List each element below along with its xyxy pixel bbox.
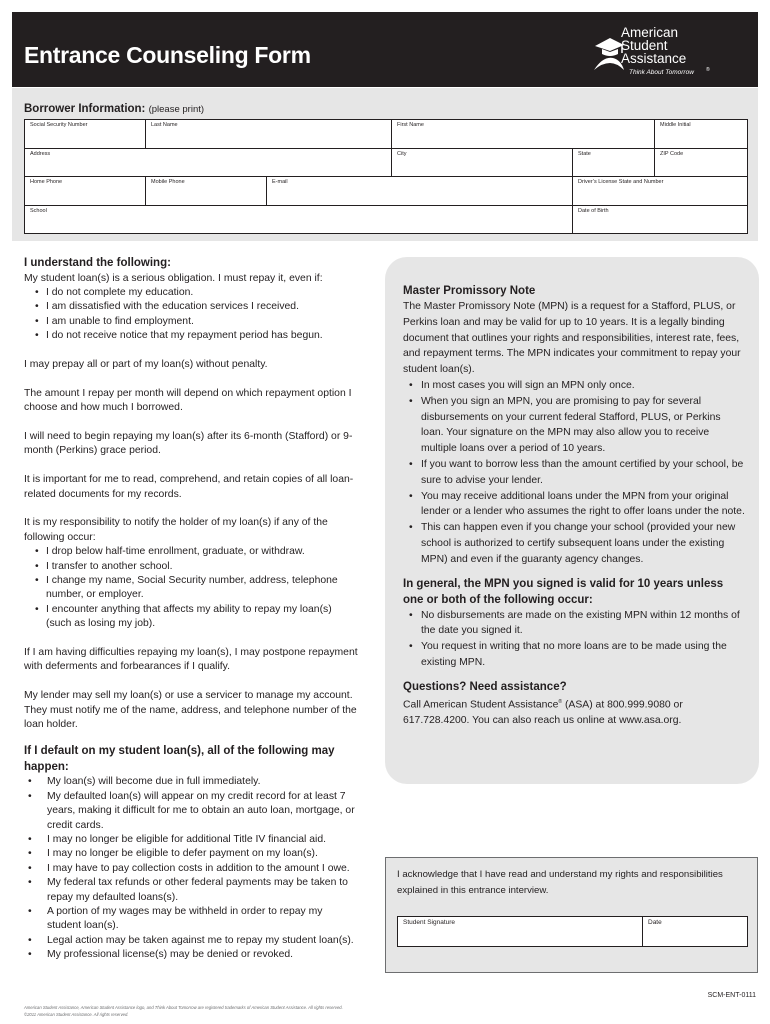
list-item: • You may receive additional loans under the MPN from your original lender or a lender who assumes the right to offer loans under the note. xyxy=(403,489,745,521)
notify-list xyxy=(24,545,359,631)
list-item: • If you want to borrow less than the amount certified by your school, be sure to advise your lender. xyxy=(403,457,745,489)
grace-period-paragraph: I will need to begin repaying my loan(s) after its 6-month (Stafford) or 9-month (Perkins) grace period. xyxy=(24,430,353,457)
asa-logo xyxy=(593,26,718,84)
page-title: Entrance Counseling Form xyxy=(24,42,311,68)
school-field[interactable]: School xyxy=(25,205,573,234)
understanding-heading: I understand the following: xyxy=(24,257,171,269)
list-item: • You request in writing that no more loans are to be made using the existing MPN. xyxy=(403,639,745,671)
understanding-section xyxy=(24,256,359,963)
signature-table xyxy=(397,916,748,947)
borrower-heading: Borrower Information: (please print) xyxy=(24,103,205,115)
footer-copyright: ©2011 American Student Assistance. All rights reserved. xyxy=(24,1011,129,1017)
list-item: • My defaulted loan(s) will appear on my credit record for at least 7 years, making it difficult for me to obtain an auto loan, mortgage, or credit cards. xyxy=(24,790,359,833)
questions-heading: Questions? Need assistance? xyxy=(403,680,567,693)
notify-holder-paragraph: It is my responsibility to notify the holder of my loan(s) if any of the following occur: xyxy=(24,517,328,543)
mpn-list xyxy=(403,378,745,568)
even-if-list xyxy=(24,286,359,344)
repayment-amount-paragraph: The amount I repay per month will depend on which repayment option I choose and how much I borrowed. xyxy=(24,387,352,414)
mpn-intro: The Master Promissory Note (MPN) is a request for a Stafford, PLUS, or Perkins loan and may be valid for up to 10 years. It is a legally binding document that outlines your rights and responsibilities, interest rate, fees, and repayment terms. The MPN indicates your commitment to repay your student loan(s). xyxy=(403,301,741,376)
city-field[interactable]: City xyxy=(392,148,573,177)
list-item: • I encounter anything that affects my ability to repay my loan(s) (such as losing my job). xyxy=(24,603,359,632)
logo-registered-mark: ® xyxy=(706,67,710,73)
lender-sell-paragraph: My lender may sell my loan(s) or use a servicer to manage my account. They must notify me of the name, address, and telephone number of the loan holder. xyxy=(24,690,357,730)
acknowledgment-text: I acknowledge that I have read and understand my rights and responsibilities explained in this entrance interview. xyxy=(397,869,723,896)
list-item: • No disbursements are made on the existing MPN within 12 months of the date you signed it. xyxy=(403,608,745,640)
borrower-note: (please print) xyxy=(148,104,205,115)
list-item: • I drop below half-time enrollment, graduate, or withdraw. xyxy=(24,545,359,559)
list-item: • I may no longer be eligible to defer payment on my loan(s). xyxy=(24,847,359,861)
state-field[interactable]: State xyxy=(573,148,655,177)
borrower-fields-table xyxy=(24,119,748,234)
signature-date-field[interactable]: Date xyxy=(643,917,748,947)
address-field[interactable]: Address xyxy=(25,148,392,177)
list-item: • I do not complete my education. xyxy=(24,286,359,300)
footer-legal xyxy=(24,1005,384,1018)
home-phone-field[interactable]: Home Phone xyxy=(25,177,146,206)
email-field[interactable]: E-mail xyxy=(267,177,573,206)
master-promissory-note-panel xyxy=(385,257,759,784)
list-item: • I may no longer be eligible for additional Title IV financial aid. xyxy=(24,833,359,847)
list-item: • My federal tax refunds or other federal payments may be taken to repay my defaulted loans(s). xyxy=(24,876,359,905)
logo-line-3: Assistance xyxy=(621,51,687,66)
obligation-intro: My student loan(s) is a serious obligation. I must repay it, even if: xyxy=(24,272,323,284)
drivers-license-field[interactable]: Driver’s License State and Number xyxy=(573,177,748,206)
mobile-phone-field[interactable]: Mobile Phone xyxy=(146,177,267,206)
list-item: • My professional license(s) may be denied or revoked. xyxy=(24,948,359,962)
list-item: • I transfer to another school. xyxy=(24,560,359,574)
list-item: • I may have to pay collection costs in addition to the amount I owe. xyxy=(24,862,359,876)
form-code: SCM-ENT-0111 xyxy=(707,992,756,999)
list-item: • I change my name, Social Security number, address, telephone number, or employer. xyxy=(24,574,359,603)
mpn-validity-list xyxy=(403,608,745,671)
mpn-heading: Master Promissory Note xyxy=(403,285,536,297)
list-item: • I am dissatisfied with the education services I received. xyxy=(24,300,359,314)
first-name-field[interactable]: First Name xyxy=(392,120,655,149)
default-consequences-list xyxy=(24,775,359,962)
borrower-information-section xyxy=(12,88,758,241)
footer-trademark: American Student Assistance, American Student Assistance logo, and Think About Tomorrow are registered trademarks of American Student Assistance. All rights reserved. xyxy=(24,1005,343,1010)
list-item: • In most cases you will sign an MPN only once. xyxy=(403,378,745,394)
acknowledgment-box xyxy=(385,857,758,973)
ssn-field[interactable]: Social Security Number xyxy=(25,120,146,149)
default-heading: If I default on my student loan(s), all of the following may happen: xyxy=(24,745,335,773)
retain-documents-paragraph: It is important for me to read, comprehend, and retain copies of all loan-related documents for my records. xyxy=(24,474,354,500)
zip-code-field[interactable]: ZIP Code xyxy=(655,148,748,177)
list-item: • I do not receive notice that my repayment period has begun. xyxy=(24,329,359,343)
middle-initial-field[interactable]: Middle Initial xyxy=(655,120,748,149)
list-item: • This can happen even if you change your school (provided your new school is authorized to certify subsequent loans under the existing MPN) and even if the guaranty agency changes. xyxy=(403,520,745,567)
list-item: • A portion of my wages may be withheld in order to repay my student loan(s). xyxy=(24,905,359,934)
list-item: • My loan(s) will become due in full immediately. xyxy=(24,775,359,789)
date-of-birth-field[interactable]: Date of Birth xyxy=(573,205,748,234)
list-item: • Legal action may be taken against me to repay my student loan(s). xyxy=(24,934,359,948)
student-signature-field[interactable]: Student Signature xyxy=(398,917,643,947)
prepay-paragraph: I may prepay all or part of my loan(s) without penalty. xyxy=(24,358,268,370)
header-bar xyxy=(12,12,758,87)
mpn-validity-heading: In general, the MPN you signed is valid for 10 years unless one or both of the following occur: xyxy=(403,577,724,606)
questions-text: Call American Student Assistance® (ASA) at 800.999.9080 or 617.728.4200. You can also reach us online at www.asa.org. xyxy=(403,698,683,726)
logo-tagline: Think About Tomorrow xyxy=(629,69,694,76)
last-name-field[interactable]: Last Name xyxy=(146,120,392,149)
logo-line-2: Student xyxy=(621,38,668,53)
list-item: • I am unable to find employment. xyxy=(24,315,359,329)
logo-line-1: American xyxy=(621,25,679,40)
difficulty-paragraph: If I am having difficulties repaying my loan(s), I may postpone repayment with deferments and forbearances if I qualify. xyxy=(24,646,358,673)
list-item: • When you sign an MPN, you are promising to pay for several disbursements on your current federal Stafford, PLUS, or Perkins loan. Your signature on the MPN may also allow you to receive multiple loans over a period of 10 years. xyxy=(403,394,745,457)
